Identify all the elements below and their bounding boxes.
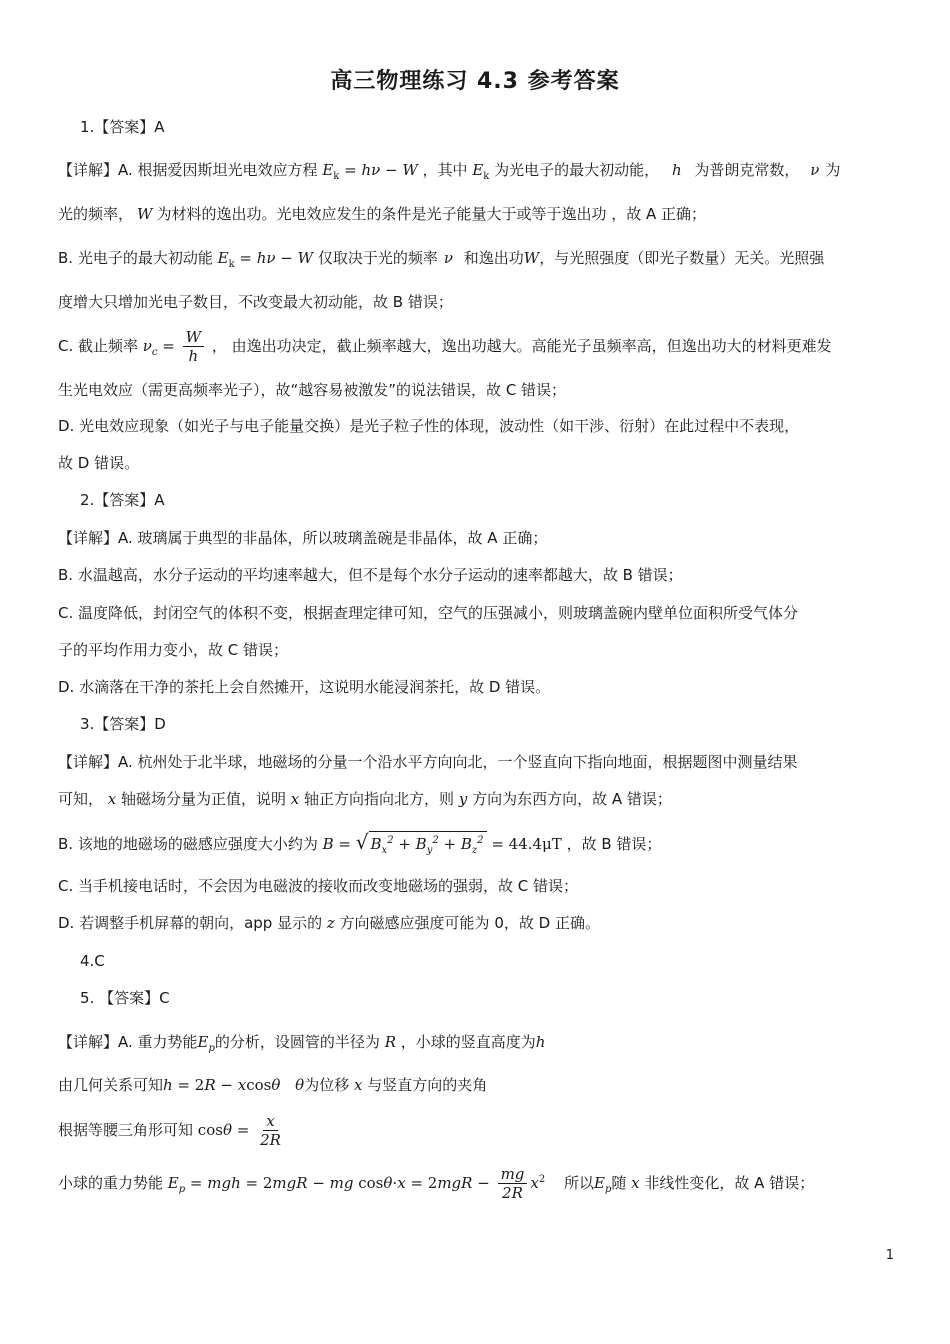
q2-detail-line-3: C. 温度降低，封闭空气的体积不变，根据查理定律可知，空气的压强减小，则玻璃盖碗内壁单位面积所受气体分 <box>58 604 799 622</box>
q2-detail-line-4: 子的平均作用力变小，故 C 错误； <box>58 641 289 659</box>
q1-detail-line-2: 光的频率， W 为材料的逸出功。光电效应发生的条件是光子能量大于或等于逸出功 ，故 A 正确； <box>58 205 707 223</box>
q1-detail-line-7: D. 光电效应现象（如光子与电子能量交换）是光子粒子性的体现，波动性（如干涉、衍射）在此过程中不表现， <box>58 417 800 435</box>
q2-detail-line-1: 【详解】A. 玻璃属于典型的非晶体，所以玻璃盖碗是非晶体，故 A 正确； <box>58 529 548 547</box>
q1-detail-line-4: 度增大只增加光电子数目，不改变最大初动能，故 B 错误； <box>58 293 453 311</box>
q5-detail-line-2: 由几何关系可知h = 2R − xcosθ θ为位移 x 与竖直方向的夹角 <box>58 1076 488 1094</box>
q1-detail-line-3: B. 光电子的最大初动能 $E_k = h\nu - W$ 仅取决于光的频率 ν 和逸出功W，与光照强度（即光子数量）无关。光照强 <box>58 249 825 270</box>
q3-detail-line-5: D. 若调整手机屏幕的朝向，app 显示的 z 方向磁感应强度可能为 0，故 D 正确。 <box>58 914 600 932</box>
answer-1: 1.【答案】A <box>80 118 165 136</box>
q2-detail-line-5: D. 水滴落在干净的茶托上会自然摊开，这说明水能浸润茶托，故 D 错误。 <box>58 678 551 696</box>
q1-detail-line-5: C. 截止频率 $\nu_c$ = $\frac{W}{h}$ ， 由逸出功决定，截止频率越大，逸出功越大。高能光子虽频率高，但逸出功大的材料更难发 <box>58 328 832 365</box>
q1-detail-line-8: 故 D 错误。 <box>58 454 140 472</box>
q5-detail-line-4: 小球的重力势能 $E_p$ = mgh = 2mgR − mg cosθ·x = 2mgR − $\frac{mg}{2R}$ $x^2$ 所以$E_p$随 x 非线性变化，故 A 错误； <box>58 1165 815 1202</box>
answer-3: 3.【答案】D <box>80 715 166 733</box>
answer-5: 5. 【答案】C <box>80 989 170 1007</box>
q1-detail-line-6: 生光电效应（需更高频率光子），故“越容易被激发”的说法错误，故 C 错误； <box>58 381 567 399</box>
page-number: 1 <box>885 1248 894 1263</box>
q3-detail-line-1: 【详解】A. 杭州处于北半球，地磁场的分量一个沿水平方向向北，一个竖直向下指向地面，根据题图中测量结果 <box>58 753 798 771</box>
q3-detail-line-3: B. 该地的地磁场的磁感应强度大小约为 B = √ $B_x^2 + B_y^2 + B_z^2 = 44.4\mu T$ ，故 B 错误； <box>58 826 910 860</box>
page-title: 高三物理练习 4.3 参考答案 <box>330 69 620 94</box>
q5-detail-line-3: 根据等腰三角形可知 cosθ = $\frac{x}{2R}$ <box>58 1112 281 1149</box>
q3-detail-line-4: C. 当手机接电话时，不会因为电磁波的接收而改变地磁场的强弱，故 C 错误； <box>58 877 579 895</box>
q1-detail-line-1: 【详解】A. 根据爱因斯坦光电效应方程 $E_k = h\nu - W$ ，其中 $E_k$ 为光电子的最大初动能， h 为普朗克常数， ν 为 <box>58 161 841 182</box>
q5-detail-line-1: 【详解】A. 重力势能$E_p$的分析，设圆管的半径为 R ，小球的竖直高度为h <box>58 1033 546 1054</box>
q3-detail-line-2: 可知， x 轴磁场分量为正值，说明 x 轴正方向指向北方，则 y 方向为东西方向，故 A 错误； <box>58 790 672 808</box>
q2-detail-line-2: B. 水温越高，水分子运动的平均速率越大，但不是每个水分子运动的速率都越大，故 B 错误； <box>58 566 683 584</box>
answer-2: 2.【答案】A <box>80 491 165 509</box>
answer-4: 4.C <box>80 952 105 970</box>
